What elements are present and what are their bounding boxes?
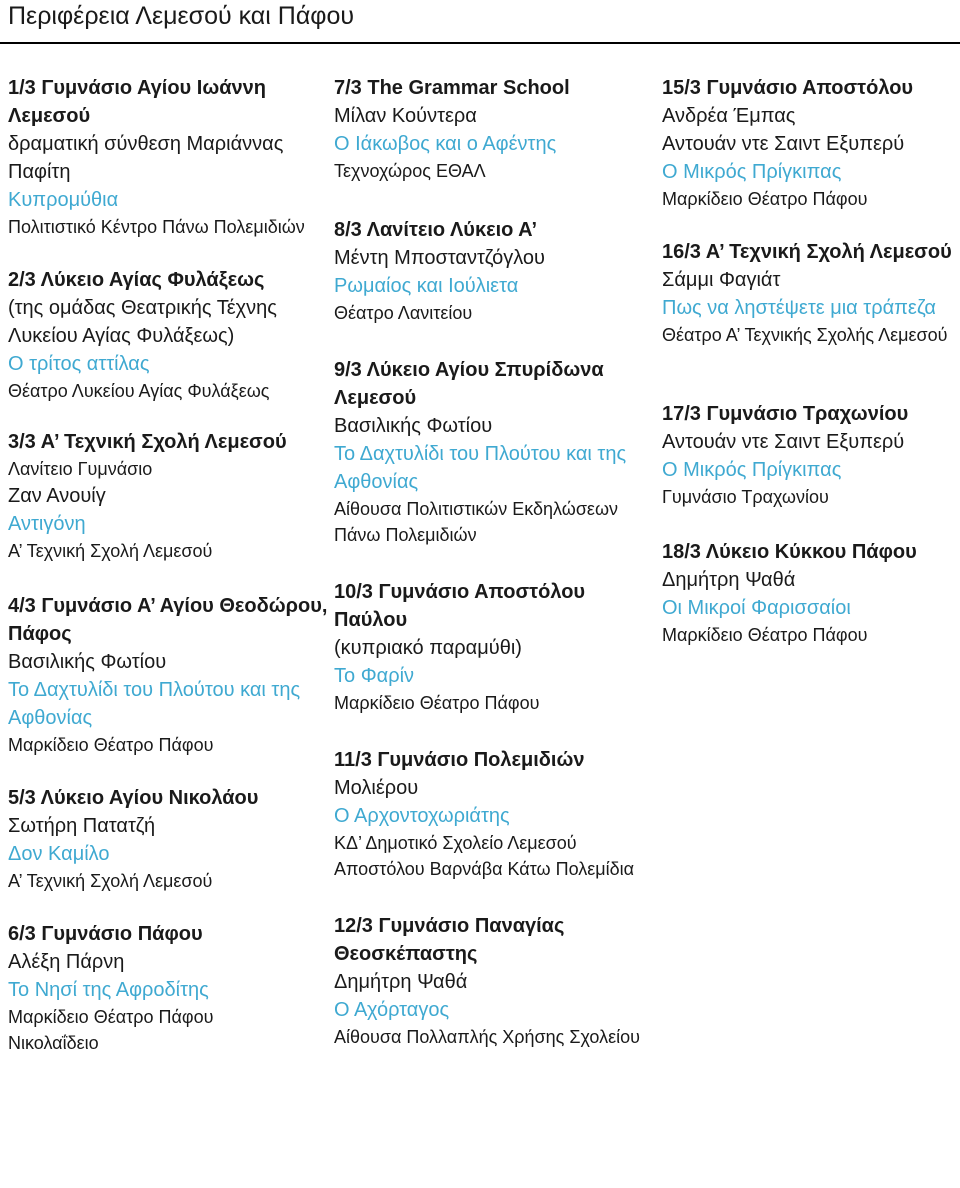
entry-heading bbox=[8, 428, 330, 456]
entry-date: 12/3 bbox=[334, 915, 373, 937]
entry-school: Γυμνάσιο Αγίου Ιωάννη Λεμεσού bbox=[8, 77, 266, 127]
entry-play-title: Το Φαρίν bbox=[334, 665, 415, 687]
entry-venue: Τεχνοχώρος ΕΘΑΛ bbox=[334, 161, 486, 181]
entry-date: 9/3 bbox=[334, 359, 362, 381]
entry-school: Γυμνάσιο Πολεμιδιών bbox=[377, 749, 585, 771]
entry-heading bbox=[334, 746, 654, 774]
entry-date: 3/3 bbox=[8, 431, 36, 453]
entry-author: Μολιέρου bbox=[334, 777, 419, 799]
entry-venue: Πολιτιστικό Κέντρο Πάνω Πολεμιδιών bbox=[8, 217, 305, 237]
entry-author: Δημήτρη Ψαθά bbox=[334, 971, 468, 993]
entry-school: Γυμνάσιο Παναγίας Θεοσκέπαστης bbox=[334, 915, 565, 965]
entry-author: Αλέξη Πάρνη bbox=[8, 951, 125, 973]
entry-heading bbox=[334, 74, 654, 102]
entry-school: Γυμνάσιο Αποστόλου bbox=[706, 77, 914, 99]
entry-play-title: Ο τρίτος αττίλας bbox=[8, 353, 150, 375]
entry-date: 11/3 bbox=[334, 749, 372, 771]
entry-heading bbox=[662, 538, 958, 566]
entry-school: Γυμνάσιο Τραχωνίου bbox=[706, 403, 909, 425]
entry-heading bbox=[8, 592, 330, 648]
performance-entry bbox=[334, 356, 654, 548]
entry-venue: Θέατρο Λυκείου Αγίας Φυλάξεως bbox=[8, 381, 270, 401]
entry-company-note: (της ομάδας Θεατρικής Τέχνης Λυκείου Αγίας Φυλάξεως) bbox=[8, 297, 277, 347]
entry-play-title: Οι Μικροί Φαρισσαίοι bbox=[662, 597, 851, 619]
entry-date: 7/3 bbox=[334, 77, 362, 99]
entry-venue: Μαρκίδειο Θέατρο Πάφου bbox=[8, 735, 214, 755]
entry-play-title: Δον Καμίλο bbox=[8, 843, 110, 865]
entry-heading bbox=[334, 216, 654, 244]
entry-date: 17/3 bbox=[662, 403, 701, 425]
entry-author: Σάμμι Φαγιάτ bbox=[662, 269, 781, 291]
performance-entry bbox=[334, 216, 654, 326]
entry-school: Γυμνάσιο Αποστόλου Παύλου bbox=[334, 581, 586, 631]
performance-entry bbox=[8, 266, 330, 404]
entry-date: 16/3 bbox=[662, 241, 701, 263]
entry-author: Μέντη Μποσταντζόγλου bbox=[334, 247, 545, 269]
entry-play-title: Ο Ιάκωβος και ο Αφέντης bbox=[334, 133, 557, 155]
performance-entry bbox=[8, 920, 330, 1056]
performance-entry bbox=[662, 538, 958, 648]
entry-date: 1/3 bbox=[8, 77, 36, 99]
performance-entry bbox=[334, 746, 654, 882]
entry-play-title: Ο Μικρός Πρίγκιπας bbox=[662, 459, 842, 481]
entry-author: (κυπριακό παραμύθι) bbox=[334, 637, 522, 659]
entry-heading bbox=[8, 74, 330, 130]
entry-venue: Μαρκίδειο Θέατρο Πάφου bbox=[334, 693, 540, 713]
entry-date: 8/3 bbox=[334, 219, 362, 241]
entry-venue: Θέατρο Λανιτείου bbox=[334, 303, 473, 323]
entry-venue: ΚΔ’ Δημοτικό Σχολείο Λεμεσού Αποστόλου Βαρνάβα Κάτω Πολεμίδια bbox=[334, 833, 635, 879]
entry-date: 5/3 bbox=[8, 787, 36, 809]
entry-play-title: Το Δαχτυλίδι του Πλούτου και της Αφθονίας bbox=[8, 679, 301, 729]
entry-school: Λύκειο Αγίας Φυλάξεως bbox=[40, 269, 265, 291]
schedule-column-2 bbox=[334, 74, 654, 1050]
performance-entry bbox=[662, 74, 958, 212]
entry-author: Βασιλικής Φωτίου bbox=[334, 415, 493, 437]
entry-school: Γυμνάσιο Α’ Αγίου Θεοδώρου, Πάφος bbox=[8, 595, 328, 645]
schedule-column-1 bbox=[8, 74, 330, 1056]
entry-play-title: Το Νησί της Αφροδίτης bbox=[8, 979, 209, 1001]
entry-venue: Μαρκίδειο Θέατρο Πάφου bbox=[662, 189, 868, 209]
entry-playwright: Αντουάν ντε Σαιντ Εξυπερύ bbox=[662, 133, 905, 155]
entry-school: Λύκειο Κύκκου Πάφου bbox=[705, 541, 917, 563]
entry-school: Λανίτειο Λύκειο Α’ bbox=[366, 219, 538, 241]
entry-venue: Αίθουσα Πολιτιστικών Εκδηλώσεων Πάνω Πολεμιδιών bbox=[334, 499, 619, 545]
page-title: Περιφέρεια Λεμεσού και Πάφου bbox=[8, 2, 355, 30]
entry-school: Α’ Τεχνική Σχολή Λεμεσού bbox=[40, 431, 287, 453]
entry-heading bbox=[662, 238, 958, 266]
entry-heading bbox=[662, 400, 958, 428]
entry-heading bbox=[334, 912, 654, 968]
entry-venue: Μαρκίδειο Θέατρο Πάφου bbox=[8, 1007, 214, 1027]
entry-author: Βασιλικής Φωτίου bbox=[8, 651, 167, 673]
entry-date: 10/3 bbox=[334, 581, 373, 603]
entry-venue: Γυμνάσιο Τραχωνίου bbox=[662, 487, 829, 507]
entry-school: Γυμνάσιο Πάφου bbox=[41, 923, 203, 945]
entry-play-title: Ρωμαίος και Ιούλιετα bbox=[334, 275, 519, 297]
entry-school: The Grammar School bbox=[367, 77, 570, 99]
entry-date: 15/3 bbox=[662, 77, 701, 99]
entry-heading bbox=[334, 356, 654, 412]
performance-entry bbox=[8, 428, 330, 564]
entry-heading bbox=[662, 74, 958, 102]
entry-venue: Α’ Τεχνική Σχολή Λεμεσού bbox=[8, 541, 213, 561]
entry-play-title: Ο Αχόρταγος bbox=[334, 999, 450, 1021]
entry-school: Λύκειο Αγίου Νικολάου bbox=[40, 787, 259, 809]
entry-play-title: Το Δαχτυλίδι του Πλούτου και της Αφθονίας bbox=[334, 443, 627, 493]
entry-heading bbox=[334, 578, 654, 634]
title-divider bbox=[0, 42, 960, 44]
performance-entry bbox=[8, 784, 330, 894]
performance-entry bbox=[334, 74, 654, 184]
entry-author: δραματική σύνθεση Μαριάννας Παφίτη bbox=[8, 133, 284, 183]
entry-school: Λύκειο Αγίου Σπυρίδωνα Λεμεσού bbox=[334, 359, 604, 409]
performance-entry bbox=[662, 238, 958, 348]
entry-venue: Αίθουσα Πολλαπλής Χρήσης Σχολείου bbox=[334, 1027, 640, 1047]
entry-author: Ανδρέα Έμπας bbox=[662, 105, 796, 127]
entry-play-title: Ο Αρχοντοχωριάτης bbox=[334, 805, 510, 827]
performance-entry bbox=[662, 400, 958, 510]
entry-play-title: Ο Μικρός Πρίγκιπας bbox=[662, 161, 842, 183]
entry-play-title: Κυπρομύθια bbox=[8, 189, 119, 211]
entry-date: 6/3 bbox=[8, 923, 36, 945]
entry-play-title: Αντιγόνη bbox=[8, 513, 86, 535]
entry-school: Α’ Τεχνική Σχολή Λεμεσού bbox=[705, 241, 952, 263]
entry-co-school: Λανίτειο Γυμνάσιο bbox=[8, 459, 153, 479]
entry-play-title: Πως να ληστέψετε μια τράπεζα bbox=[662, 297, 936, 319]
entry-venue: Θέατρο Α’ Τεχνικής Σχολής Λεμεσού bbox=[662, 325, 948, 345]
performance-entry bbox=[334, 912, 654, 1050]
entry-venue: Μαρκίδειο Θέατρο Πάφου bbox=[662, 625, 868, 645]
performance-entry bbox=[334, 578, 654, 716]
entry-author: Μίλαν Κούντερα bbox=[334, 105, 477, 127]
entry-venue-extra: Νικολαΐδειο bbox=[8, 1033, 99, 1053]
entry-date: 18/3 bbox=[662, 541, 701, 563]
performance-entry bbox=[8, 592, 330, 758]
entry-date: 4/3 bbox=[8, 595, 36, 617]
entry-date: 2/3 bbox=[8, 269, 36, 291]
entry-heading bbox=[8, 920, 330, 948]
entry-heading bbox=[8, 784, 330, 812]
entry-venue: Α’ Τεχνική Σχολή Λεμεσού bbox=[8, 871, 213, 891]
entry-author: Αντουάν ντε Σαιντ Εξυπερύ bbox=[662, 431, 905, 453]
performance-entry bbox=[8, 74, 330, 240]
entry-author: Δημήτρη Ψαθά bbox=[662, 569, 796, 591]
entry-heading bbox=[8, 266, 330, 294]
entry-author: Ζαν Ανουίγ bbox=[8, 485, 106, 507]
schedule-column-3 bbox=[662, 74, 958, 648]
entry-author: Σωτήρη Πατατζή bbox=[8, 815, 156, 837]
